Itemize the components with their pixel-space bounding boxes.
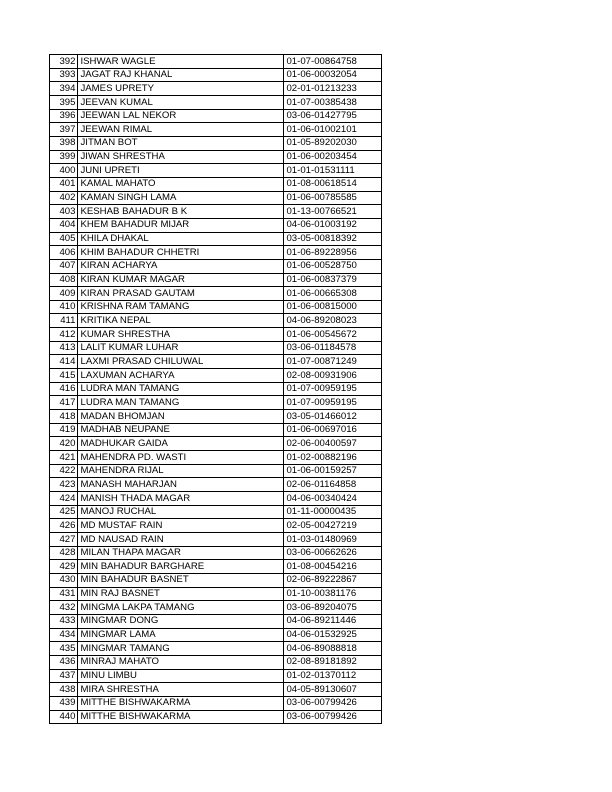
name-cell: MINGMAR TAMANG xyxy=(78,642,284,656)
name-cell: MILAN THAPA MAGAR xyxy=(78,546,284,560)
name-cell: MIRA SHRESTHA xyxy=(78,683,284,697)
id-number-cell: 01-07-00871249 xyxy=(284,355,382,369)
serial-number-cell: 406 xyxy=(50,246,78,260)
serial-number-cell: 392 xyxy=(50,55,78,69)
table-row xyxy=(50,683,382,697)
table-row xyxy=(50,150,382,164)
id-number-cell: 02-08-00931906 xyxy=(284,369,382,383)
table-row xyxy=(50,95,382,109)
table-row xyxy=(50,546,382,560)
serial-number-cell: 419 xyxy=(50,423,78,437)
table-row xyxy=(50,573,382,587)
name-cell: ISHWAR WAGLE xyxy=(78,55,284,69)
name-cell: MINGMAR LAMA xyxy=(78,628,284,642)
name-cell: KIRAN ACHARYA xyxy=(78,259,284,273)
serial-number-cell: 438 xyxy=(50,683,78,697)
id-number-cell: 04-05-89130607 xyxy=(284,683,382,697)
serial-number-cell: 409 xyxy=(50,287,78,301)
table-row xyxy=(50,587,382,601)
name-cell: MD NAUSAD RAIN xyxy=(78,532,284,546)
name-cell: MINU LIMBU xyxy=(78,669,284,683)
serial-number-cell: 439 xyxy=(50,696,78,710)
records-table xyxy=(49,54,382,724)
serial-number-cell: 395 xyxy=(50,95,78,109)
id-number-cell: 01-11-00000435 xyxy=(284,505,382,519)
serial-number-cell: 403 xyxy=(50,205,78,219)
name-cell: JAMES UPRETY xyxy=(78,82,284,96)
serial-number-cell: 431 xyxy=(50,587,78,601)
table-row xyxy=(50,177,382,191)
table-row xyxy=(50,205,382,219)
name-cell: LUDRA MAN TAMANG xyxy=(78,382,284,396)
name-cell: MAHENDRA PD. WASTI xyxy=(78,451,284,465)
name-cell: MADHUKAR GAIDA xyxy=(78,437,284,451)
serial-number-cell: 414 xyxy=(50,355,78,369)
name-cell: LAXMI PRASAD CHILUWAL xyxy=(78,355,284,369)
id-number-cell: 01-06-00545672 xyxy=(284,328,382,342)
serial-number-cell: 420 xyxy=(50,437,78,451)
table-row xyxy=(50,423,382,437)
id-number-cell: 03-05-00818392 xyxy=(284,232,382,246)
name-cell: KHILA DHAKAL xyxy=(78,232,284,246)
serial-number-cell: 440 xyxy=(50,710,78,724)
name-cell: JEEVAN KUMAL xyxy=(78,95,284,109)
table-row xyxy=(50,614,382,628)
id-number-cell: 03-06-89204075 xyxy=(284,601,382,615)
id-number-cell: 01-01-01531111 xyxy=(284,164,382,178)
table-row xyxy=(50,300,382,314)
serial-number-cell: 421 xyxy=(50,451,78,465)
serial-number-cell: 393 xyxy=(50,68,78,82)
table-row xyxy=(50,246,382,260)
table-row xyxy=(50,492,382,506)
serial-number-cell: 408 xyxy=(50,273,78,287)
table-row xyxy=(50,55,382,69)
name-cell: MADAN BHOMJAN xyxy=(78,410,284,424)
table-row xyxy=(50,451,382,465)
name-cell: KAMAN SINGH LAMA xyxy=(78,191,284,205)
table-row xyxy=(50,328,382,342)
table-row xyxy=(50,464,382,478)
id-number-cell: 03-06-00799426 xyxy=(284,710,382,724)
id-number-cell: 01-06-00785585 xyxy=(284,191,382,205)
id-number-cell: 03-05-01466012 xyxy=(284,410,382,424)
name-cell: LALIT KUMAR LUHAR xyxy=(78,341,284,355)
id-number-cell: 01-10-00381176 xyxy=(284,587,382,601)
name-cell: MANISH THADA MAGAR xyxy=(78,492,284,506)
name-cell: MAHENDRA RIJAL xyxy=(78,464,284,478)
serial-number-cell: 430 xyxy=(50,573,78,587)
table-row xyxy=(50,410,382,424)
id-number-cell: 01-03-01480969 xyxy=(284,532,382,546)
table-row xyxy=(50,273,382,287)
name-cell: MITTHE BISHWAKARMA xyxy=(78,710,284,724)
id-number-cell: 01-06-00528750 xyxy=(284,259,382,273)
id-number-cell: 02-05-00427219 xyxy=(284,519,382,533)
id-number-cell: 01-07-00385438 xyxy=(284,95,382,109)
name-cell: KHEM BAHADUR MIJAR xyxy=(78,218,284,232)
serial-number-cell: 418 xyxy=(50,410,78,424)
id-number-cell: 01-07-00864758 xyxy=(284,55,382,69)
id-number-cell: 01-06-00837379 xyxy=(284,273,382,287)
serial-number-cell: 415 xyxy=(50,369,78,383)
id-number-cell: 04-06-89208023 xyxy=(284,314,382,328)
id-number-cell: 03-06-00799426 xyxy=(284,696,382,710)
id-number-cell: 01-06-00697016 xyxy=(284,423,382,437)
id-number-cell: 01-06-00032054 xyxy=(284,68,382,82)
name-cell: JUNI UPRETI xyxy=(78,164,284,178)
table-row xyxy=(50,136,382,150)
id-number-cell: 01-07-00959195 xyxy=(284,396,382,410)
serial-number-cell: 423 xyxy=(50,478,78,492)
serial-number-cell: 405 xyxy=(50,232,78,246)
id-number-cell: 04-06-89211446 xyxy=(284,614,382,628)
name-cell: MITTHE BISHWAKARMA xyxy=(78,696,284,710)
name-cell: KRISHNA RAM TAMANG xyxy=(78,300,284,314)
serial-number-cell: 412 xyxy=(50,328,78,342)
id-number-cell: 01-06-00203454 xyxy=(284,150,382,164)
serial-number-cell: 436 xyxy=(50,655,78,669)
serial-number-cell: 416 xyxy=(50,382,78,396)
serial-number-cell: 424 xyxy=(50,492,78,506)
name-cell: MIN RAJ BASNET xyxy=(78,587,284,601)
id-number-cell: 03-06-00662626 xyxy=(284,546,382,560)
id-number-cell: 01-02-01370112 xyxy=(284,669,382,683)
name-cell: LAXUMAN ACHARYA xyxy=(78,369,284,383)
table-row xyxy=(50,382,382,396)
serial-number-cell: 437 xyxy=(50,669,78,683)
name-cell: KIRAN KUMAR MAGAR xyxy=(78,273,284,287)
table-row xyxy=(50,232,382,246)
id-number-cell: 01-06-89228956 xyxy=(284,246,382,260)
id-number-cell: 04-06-00340424 xyxy=(284,492,382,506)
name-cell: LUDRA MAN TAMANG xyxy=(78,396,284,410)
id-number-cell: 01-08-00618514 xyxy=(284,177,382,191)
id-number-cell: 03-06-01184578 xyxy=(284,341,382,355)
id-number-cell: 01-06-00159257 xyxy=(284,464,382,478)
id-number-cell: 01-05-89202030 xyxy=(284,136,382,150)
table-row xyxy=(50,164,382,178)
id-number-cell: 04-06-01532925 xyxy=(284,628,382,642)
name-cell: JEEWAN LAL NEKOR xyxy=(78,109,284,123)
serial-number-cell: 425 xyxy=(50,505,78,519)
serial-number-cell: 427 xyxy=(50,532,78,546)
table-row xyxy=(50,532,382,546)
serial-number-cell: 396 xyxy=(50,109,78,123)
table-row xyxy=(50,109,382,123)
serial-number-cell: 428 xyxy=(50,546,78,560)
table-row xyxy=(50,191,382,205)
serial-number-cell: 398 xyxy=(50,136,78,150)
id-number-cell: 04-06-89088818 xyxy=(284,642,382,656)
name-cell: JEEWAN RIMAL xyxy=(78,123,284,137)
table-row xyxy=(50,655,382,669)
table-row xyxy=(50,314,382,328)
serial-number-cell: 394 xyxy=(50,82,78,96)
name-cell: KUMAR SHRESTHA xyxy=(78,328,284,342)
name-cell: KESHAB BAHADUR B K xyxy=(78,205,284,219)
id-number-cell: 01-07-00959195 xyxy=(284,382,382,396)
id-number-cell: 01-13-00766521 xyxy=(284,205,382,219)
name-cell: KHIM BAHADUR CHHETRI xyxy=(78,246,284,260)
table-row xyxy=(50,123,382,137)
table-row xyxy=(50,287,382,301)
id-number-cell: 02-06-00400597 xyxy=(284,437,382,451)
serial-number-cell: 400 xyxy=(50,164,78,178)
table-row xyxy=(50,396,382,410)
table-row xyxy=(50,628,382,642)
id-number-cell: 02-06-89222867 xyxy=(284,573,382,587)
id-number-cell: 01-06-00815000 xyxy=(284,300,382,314)
id-number-cell: 02-06-01164858 xyxy=(284,478,382,492)
table-row xyxy=(50,341,382,355)
id-number-cell: 02-01-01213233 xyxy=(284,82,382,96)
serial-number-cell: 410 xyxy=(50,300,78,314)
table-row xyxy=(50,505,382,519)
serial-number-cell: 401 xyxy=(50,177,78,191)
table-row xyxy=(50,478,382,492)
name-cell: MD MUSTAF RAIN xyxy=(78,519,284,533)
serial-number-cell: 404 xyxy=(50,218,78,232)
id-number-cell: 01-06-00665308 xyxy=(284,287,382,301)
name-cell: KRITIKA NEPAL xyxy=(78,314,284,328)
name-cell: JAGAT RAJ KHANAL xyxy=(78,68,284,82)
table-row xyxy=(50,642,382,656)
table-row xyxy=(50,519,382,533)
table-row xyxy=(50,369,382,383)
serial-number-cell: 407 xyxy=(50,259,78,273)
table-row xyxy=(50,259,382,273)
serial-number-cell: 429 xyxy=(50,560,78,574)
name-cell: MADHAB NEUPANE xyxy=(78,423,284,437)
serial-number-cell: 413 xyxy=(50,341,78,355)
serial-number-cell: 434 xyxy=(50,628,78,642)
serial-number-cell: 397 xyxy=(50,123,78,137)
name-cell: JITMAN BOT xyxy=(78,136,284,150)
id-number-cell: 02-08-89181892 xyxy=(284,655,382,669)
table-row xyxy=(50,710,382,724)
name-cell: MINRAJ MAHATO xyxy=(78,655,284,669)
records-body xyxy=(50,55,382,724)
name-cell: JIWAN SHRESTHA xyxy=(78,150,284,164)
table-row xyxy=(50,437,382,451)
serial-number-cell: 417 xyxy=(50,396,78,410)
name-cell: MIN BAHADUR BARGHARE xyxy=(78,560,284,574)
name-cell: MINGMAR DONG xyxy=(78,614,284,628)
table-row xyxy=(50,82,382,96)
table-row xyxy=(50,560,382,574)
id-number-cell: 01-08-00454216 xyxy=(284,560,382,574)
serial-number-cell: 422 xyxy=(50,464,78,478)
table-row xyxy=(50,68,382,82)
serial-number-cell: 399 xyxy=(50,150,78,164)
id-number-cell: 03-06-01427795 xyxy=(284,109,382,123)
table-row xyxy=(50,601,382,615)
serial-number-cell: 411 xyxy=(50,314,78,328)
serial-number-cell: 426 xyxy=(50,519,78,533)
table-row xyxy=(50,355,382,369)
name-cell: KAMAL MAHATO xyxy=(78,177,284,191)
id-number-cell: 01-06-01002101 xyxy=(284,123,382,137)
name-cell: MINGMA LAKPA TAMANG xyxy=(78,601,284,615)
serial-number-cell: 432 xyxy=(50,601,78,615)
name-cell: KIRAN PRASAD GAUTAM xyxy=(78,287,284,301)
serial-number-cell: 402 xyxy=(50,191,78,205)
name-cell: MANASH MAHARJAN xyxy=(78,478,284,492)
id-number-cell: 04-06-01003192 xyxy=(284,218,382,232)
name-cell: MANOJ RUCHAL xyxy=(78,505,284,519)
table-row xyxy=(50,218,382,232)
table-row xyxy=(50,696,382,710)
id-number-cell: 01-02-00882196 xyxy=(284,451,382,465)
serial-number-cell: 433 xyxy=(50,614,78,628)
serial-number-cell: 435 xyxy=(50,642,78,656)
table-row xyxy=(50,669,382,683)
name-cell: MIN BAHADUR BASNET xyxy=(78,573,284,587)
